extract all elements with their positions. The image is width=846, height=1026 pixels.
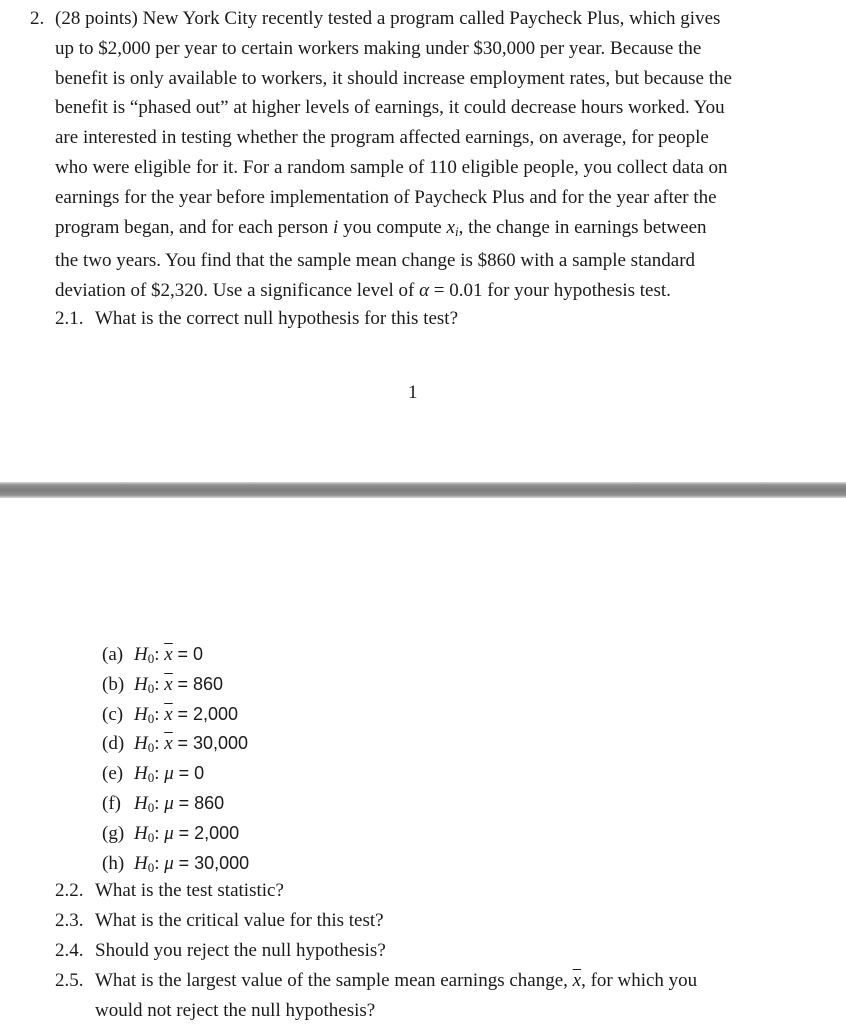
option-value: = 30,000: [177, 733, 249, 754]
problem-line-2: up to $2,000 per year to certain workers making under $30,000 per year. Because the: [55, 37, 702, 59]
mu-symbol: μ: [164, 763, 174, 785]
page-divider: [0, 482, 846, 498]
option-label: (f): [102, 792, 121, 814]
question-text: What is the test statistic?: [95, 880, 284, 901]
question-number: 2.1.: [55, 308, 84, 329]
question-text: Should you reject the null hypothesis?: [95, 940, 386, 961]
option-value: = 0: [178, 763, 205, 784]
problem-line-1: (28 points) New York City recently tested a program called Paycheck Plus, which gives: [55, 8, 721, 29]
option-label: (a): [102, 644, 124, 665]
line10-text-a: deviation of $2,320. Use a significance level of: [55, 280, 420, 302]
h-symbol: H: [134, 763, 148, 785]
h-subscript: 0: [147, 740, 155, 756]
problem-line-4: benefit is “phased out” at higher levels of earnings, it could decrease hours worked. You: [55, 97, 725, 119]
h-symbol: H: [134, 673, 148, 695]
alpha-symbol: α: [419, 280, 430, 302]
question-2-5: [55, 966, 697, 996]
xbar-symbol: $\overline{x}$: [572, 970, 582, 991]
problem-line-5: are interested in testing whether the program affected earnings, on average, for people: [55, 127, 709, 149]
question-number: 2.3.: [55, 910, 84, 931]
option-e: (e) $H_0$: μ = 0: [102, 759, 249, 789]
xbar-symbol: $\overline{x}$: [164, 644, 173, 665]
question-text: What is the correct null hypothesis for this test?: [95, 308, 459, 329]
option-d: (d) $H_0$: $\overline{x} = 30,000$: [102, 729, 249, 759]
question-2-4: [55, 936, 386, 966]
h-subscript: 0: [147, 859, 155, 875]
h-subscript: 0: [147, 829, 155, 845]
question-2-2: [55, 876, 284, 906]
option-value: = 2,000: [178, 822, 240, 843]
page-number: 1: [408, 382, 418, 403]
h-subscript: 0: [147, 710, 155, 726]
problem-statement: [55, 4, 801, 306]
question-text: What is the critical value for this test?: [95, 910, 384, 931]
question-number: 2.2.: [55, 880, 84, 901]
problem-line-7: earnings for the year before implementation of Paycheck Plus and for the year after the: [55, 186, 717, 208]
h-symbol: H: [134, 703, 148, 725]
question-text-b: , for which you: [581, 970, 698, 991]
option-value: = 2,000: [177, 703, 239, 724]
problem-line-6: who were eligible for it. For a random sample of 110 eligible people, you collect data on: [55, 156, 728, 178]
option-label: (h): [102, 852, 125, 874]
option-label: (c): [102, 703, 124, 725]
option-h: (h) $H_0$: μ = 30,000: [102, 849, 249, 879]
question-number: 2.5.: [55, 970, 84, 991]
problem-line-9: the two years. You find that the sample mean change is $860 with a sample standard: [55, 250, 696, 272]
xbar-symbol: $\overline{x}$: [164, 673, 173, 695]
h-symbol: H: [134, 822, 148, 844]
option-label: (b): [102, 673, 125, 695]
question-2-5-line-2: would not reject the null hypothesis?: [95, 1000, 376, 1021]
xbar-symbol: $\overline{x}$: [164, 733, 173, 755]
option-value: = 860: [177, 673, 223, 694]
option-a: (a) $H_0$: $\overline{x} = 0$: [102, 640, 249, 670]
page-1: [0, 0, 846, 482]
mu-symbol: μ: [164, 822, 174, 844]
option-g: (g) $H_0$: μ = 2,000: [102, 819, 249, 849]
line8-text-c: , the change in earnings between: [458, 216, 707, 238]
question-2-1: [55, 304, 458, 334]
question-text-a: What is the largest value of the sample mean earnings change,: [95, 970, 573, 991]
problem-line-8: [55, 213, 801, 247]
question-2-3: [55, 906, 384, 936]
h-symbol: H: [134, 644, 148, 665]
option-value: = 860: [178, 792, 225, 813]
option-b: (b) $H_0$: $\overline{x} = 860$: [102, 670, 249, 700]
h-subscript: 0: [147, 799, 155, 815]
line8-text-b: you compute: [338, 216, 447, 238]
option-label: (g): [102, 822, 125, 844]
mu-symbol: μ: [164, 792, 174, 814]
line8-text-a: program began, and for each person: [55, 216, 334, 238]
problem-number: 2.: [30, 8, 45, 29]
mu-symbol: μ: [164, 852, 174, 874]
problem-line-3: benefit is only available to workers, it should increase employment rates, but because the: [55, 67, 732, 89]
option-value: = 0: [177, 644, 203, 664]
option-label: (d): [102, 733, 125, 755]
h-subscript: 0: [147, 651, 155, 666]
line8-var-x: x: [446, 216, 455, 238]
answer-options: [102, 640, 249, 878]
line10-text-b: = 0.01 for your hypothesis test.: [429, 280, 671, 302]
h-symbol: H: [134, 733, 148, 755]
option-f: (f) $H_0$: μ = 860: [102, 789, 249, 819]
h-symbol: H: [134, 792, 148, 814]
option-value: = 30,000: [178, 852, 250, 873]
xbar-symbol: $\overline{x}$: [164, 703, 173, 725]
h-symbol: H: [134, 852, 148, 874]
option-label: (e): [102, 763, 124, 785]
option-c: (c) $H_0$: $\overline{x} = 2,000$: [102, 700, 249, 730]
question-number: 2.4.: [55, 940, 84, 961]
h-subscript: 0: [147, 680, 155, 696]
problem-line-10: [55, 276, 801, 306]
line8-subscript: i: [454, 223, 459, 239]
line8-var-i: i: [333, 216, 339, 238]
h-subscript: 0: [147, 770, 155, 786]
